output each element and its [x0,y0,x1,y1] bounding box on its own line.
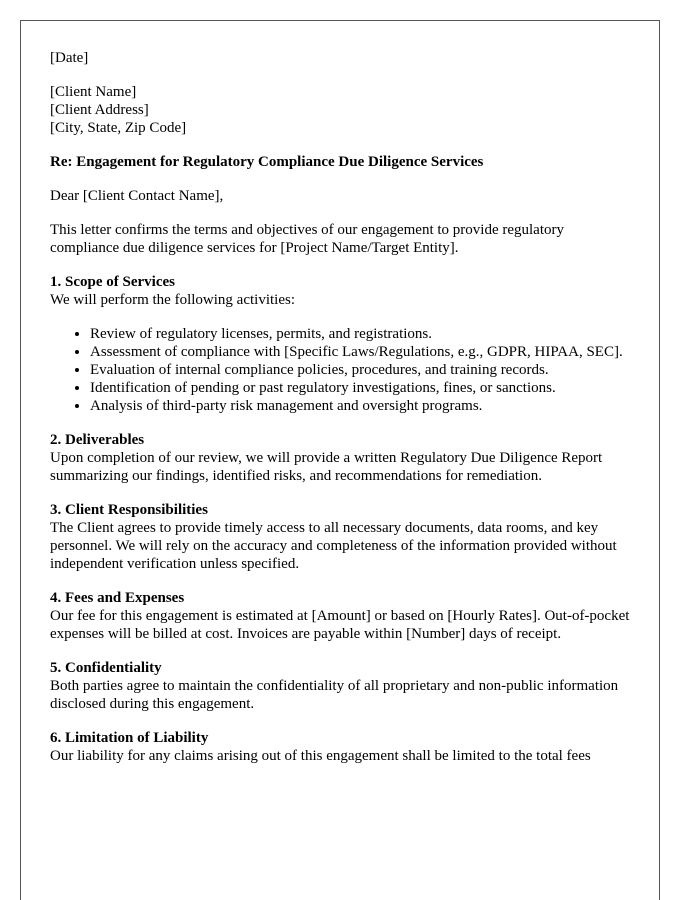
section-heading: 6. Limitation of Liability [50,730,209,746]
client-address-block [50,83,635,137]
section-fees-and-expenses [50,589,635,643]
client-city-state-zip: [City, State, Zip Code] [50,120,187,136]
section-text: We will perform the following activities: [50,292,295,308]
letter-intro: This letter confirms the terms and objectives of our engagement to provide regulatory compliance due diligence services for [Project Name/Target Entity]. [50,222,565,256]
list-item: • Analysis of third-party risk management and oversight programs. [90,397,635,415]
section-text: Our fee for this engagement is estimated at [Amount] or based on [Hourly Rates]. Out-of-pocket expenses will be billed at cost. Invoices are payable within [Number] days of receipt. [50,608,630,642]
section-heading: 4. Fees and Expenses [50,590,185,606]
section-heading: 5. Confidentiality [50,660,162,676]
list-item: • Evaluation of internal compliance policies, procedures, and training records. [90,361,635,379]
client-address: [Client Address] [50,102,149,118]
section-text: Both parties agree to maintain the confidentiality of all proprietary and non-public information disclosed during this engagement. [50,678,619,712]
section-confidentiality [50,659,635,713]
letter-date: [Date] [50,50,89,66]
letter-subject: Re: Engagement for Regulatory Compliance Due Diligence Services [50,154,484,170]
list-item: • Assessment of compliance with [Specific Laws/Regulations, e.g., GDPR, HIPAA, SEC]. [90,343,635,361]
section-deliverables [50,431,635,485]
letter-page [20,20,660,900]
list-item: • Review of regulatory licenses, permits, and registrations. [90,325,635,343]
letter-content [50,49,635,781]
section-scope-of-services [50,273,635,415]
client-name: [Client Name] [50,84,137,100]
scope-list [50,325,635,415]
section-heading: 1. Scope of Services [50,274,175,290]
section-client-responsibilities [50,501,635,573]
letter-salutation: Dear [Client Contact Name], [50,188,224,204]
section-text: Upon completion of our review, we will provide a written Regulatory Due Diligence Report summarizing our findings, identified risks, and recommendations for remediation. [50,450,603,484]
section-heading: 3. Client Responsibilities [50,502,208,518]
section-limitation-of-liability [50,729,635,765]
section-heading: 2. Deliverables [50,432,145,448]
section-text: The Client agrees to provide timely access to all necessary documents, data rooms, and key personnel. We will rely on the accuracy and completeness of the information provided without independent verification unless specified. [50,520,617,572]
list-item: • Identification of pending or past regulatory investigations, fines, or sanctions. [90,379,635,397]
section-text: Our liability for any claims arising out of this engagement shall be limited to the total fees [50,748,591,764]
